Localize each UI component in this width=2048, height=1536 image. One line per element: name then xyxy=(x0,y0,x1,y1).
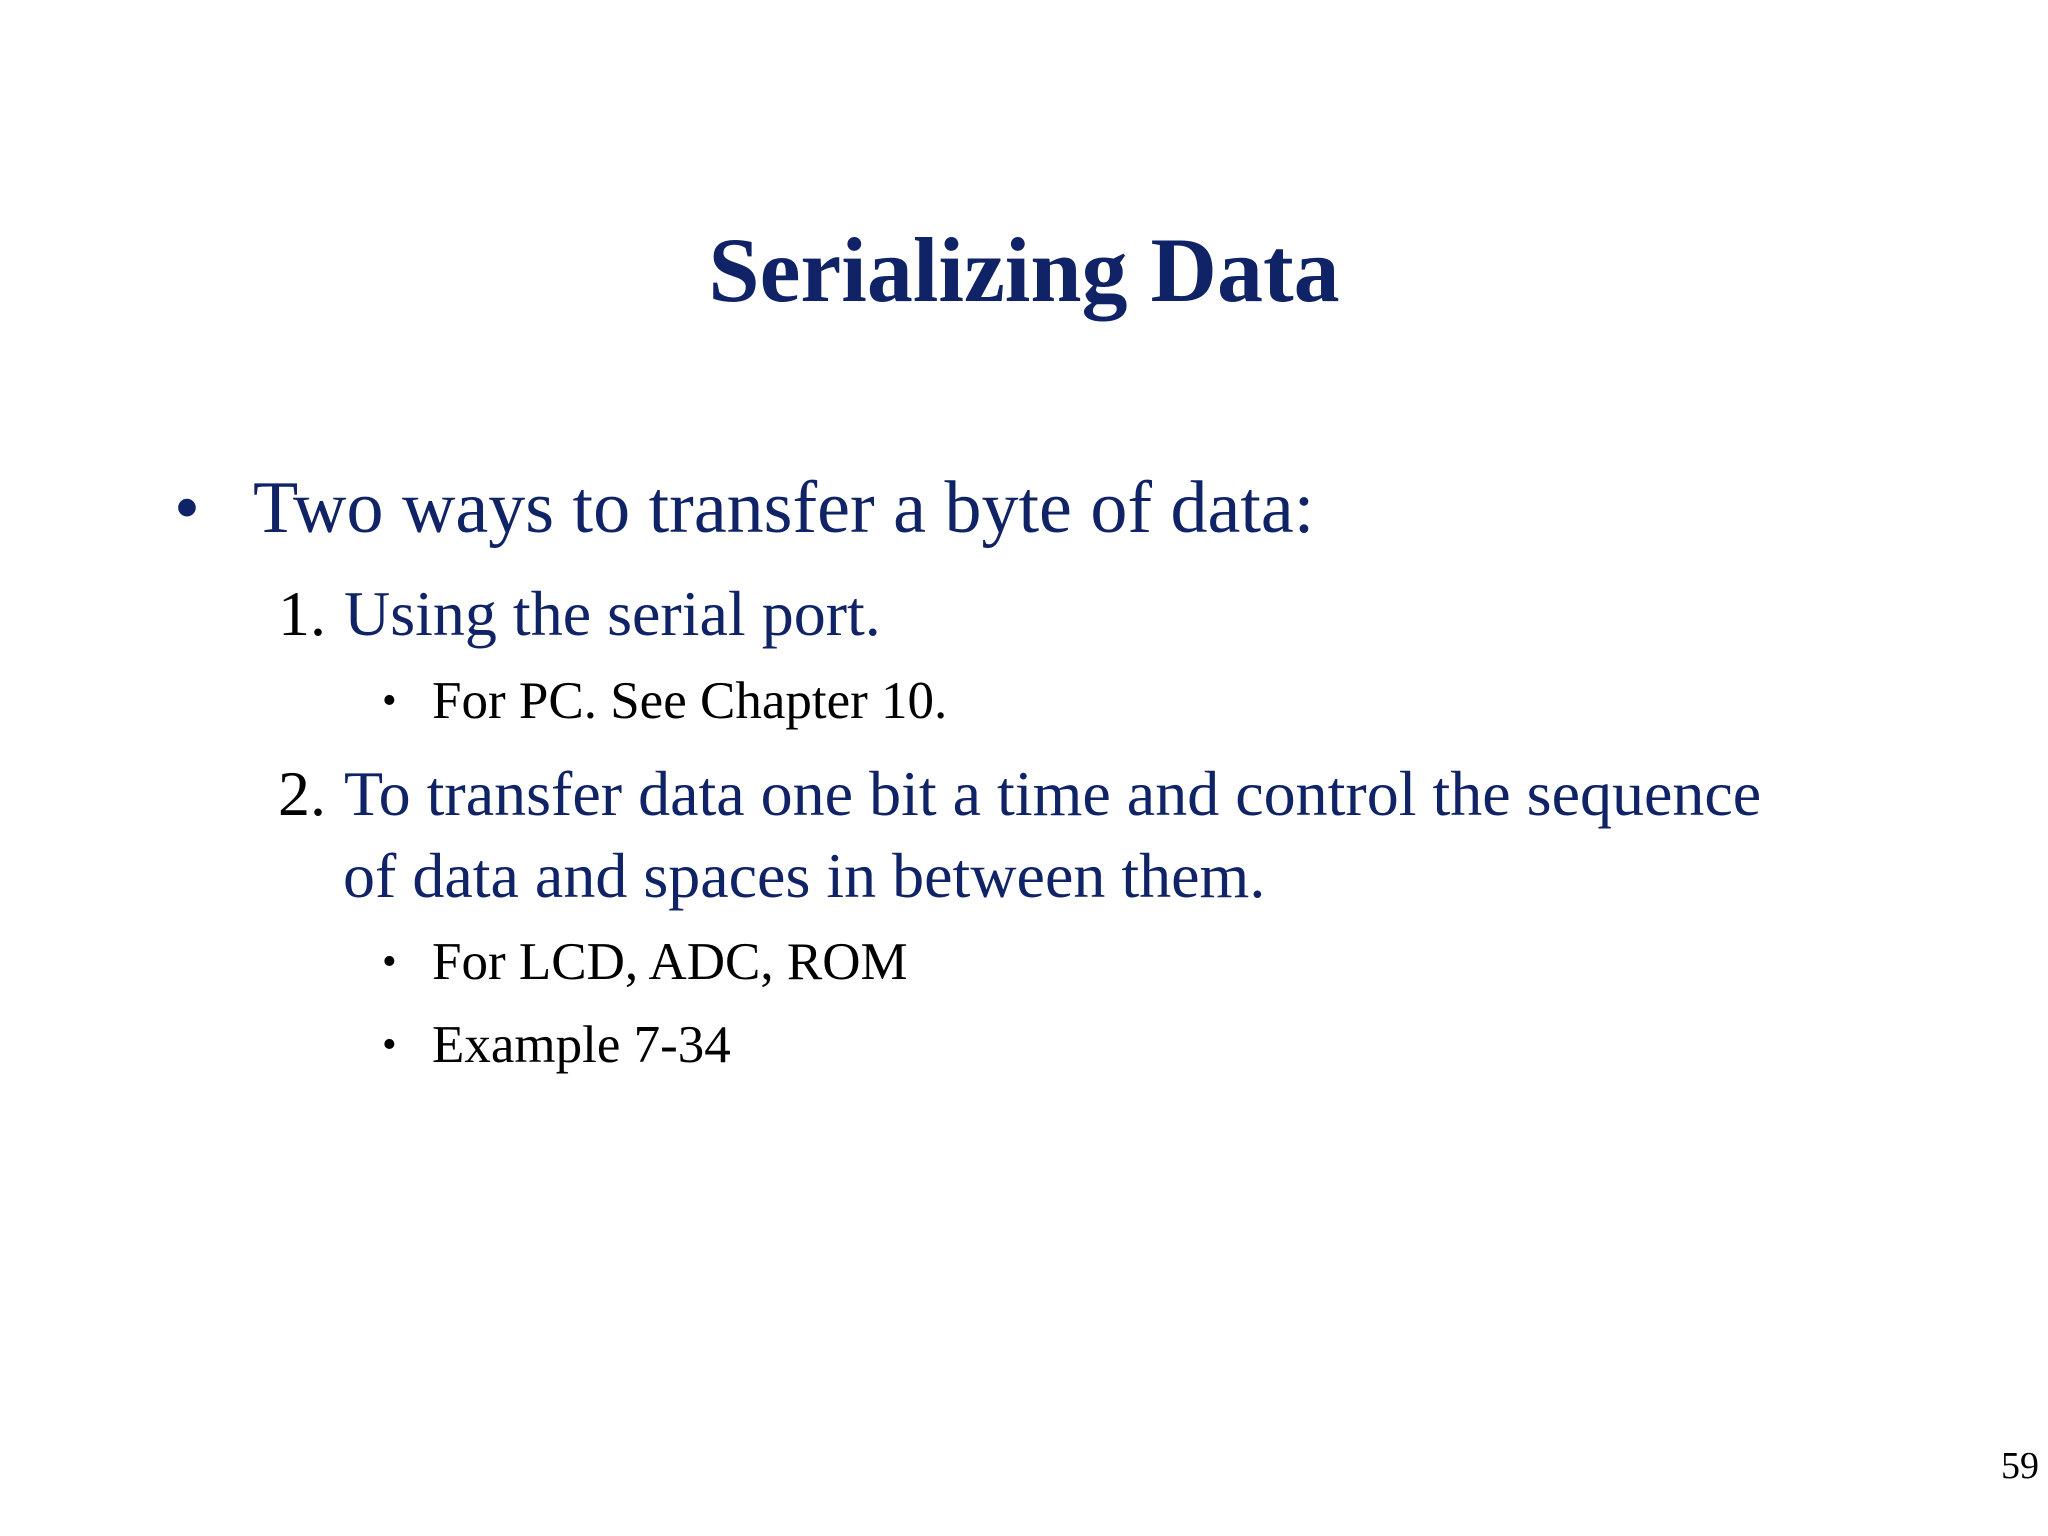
sub-bullet-pc xyxy=(382,667,948,735)
slide-title: Serializing Data xyxy=(708,219,1340,321)
bullet-marker: • xyxy=(174,467,200,549)
sub-bullet-text: For LCD, ADC, ROM xyxy=(432,933,908,991)
numbered-item-2-continuation xyxy=(343,834,1265,918)
item-number: 1. xyxy=(278,578,326,649)
bullet-marker: • xyxy=(382,678,397,724)
sub-bullet-example xyxy=(382,1011,731,1079)
bullet-marker: • xyxy=(382,1022,397,1068)
item-number: 2. xyxy=(278,758,326,829)
sub-bullet-text: For PC. See Chapter 10. xyxy=(432,672,948,730)
sub-bullet-lcd xyxy=(382,928,908,996)
page-number: 59 xyxy=(2001,1445,2039,1487)
item-text: Using the serial port. xyxy=(344,578,881,649)
numbered-item-1 xyxy=(278,572,881,656)
bullet-marker: • xyxy=(382,939,397,985)
numbered-item-2 xyxy=(278,752,1762,836)
item-text-line-2: of data and spaces in between them. xyxy=(343,840,1266,911)
main-bullet xyxy=(174,463,1315,553)
item-text-line-1: To transfer data one bit a time and control the sequence xyxy=(344,758,1762,829)
main-bullet-text: Two ways to transfer a byte of data: xyxy=(253,467,1315,549)
sub-bullet-text: Example 7-34 xyxy=(432,1016,731,1074)
